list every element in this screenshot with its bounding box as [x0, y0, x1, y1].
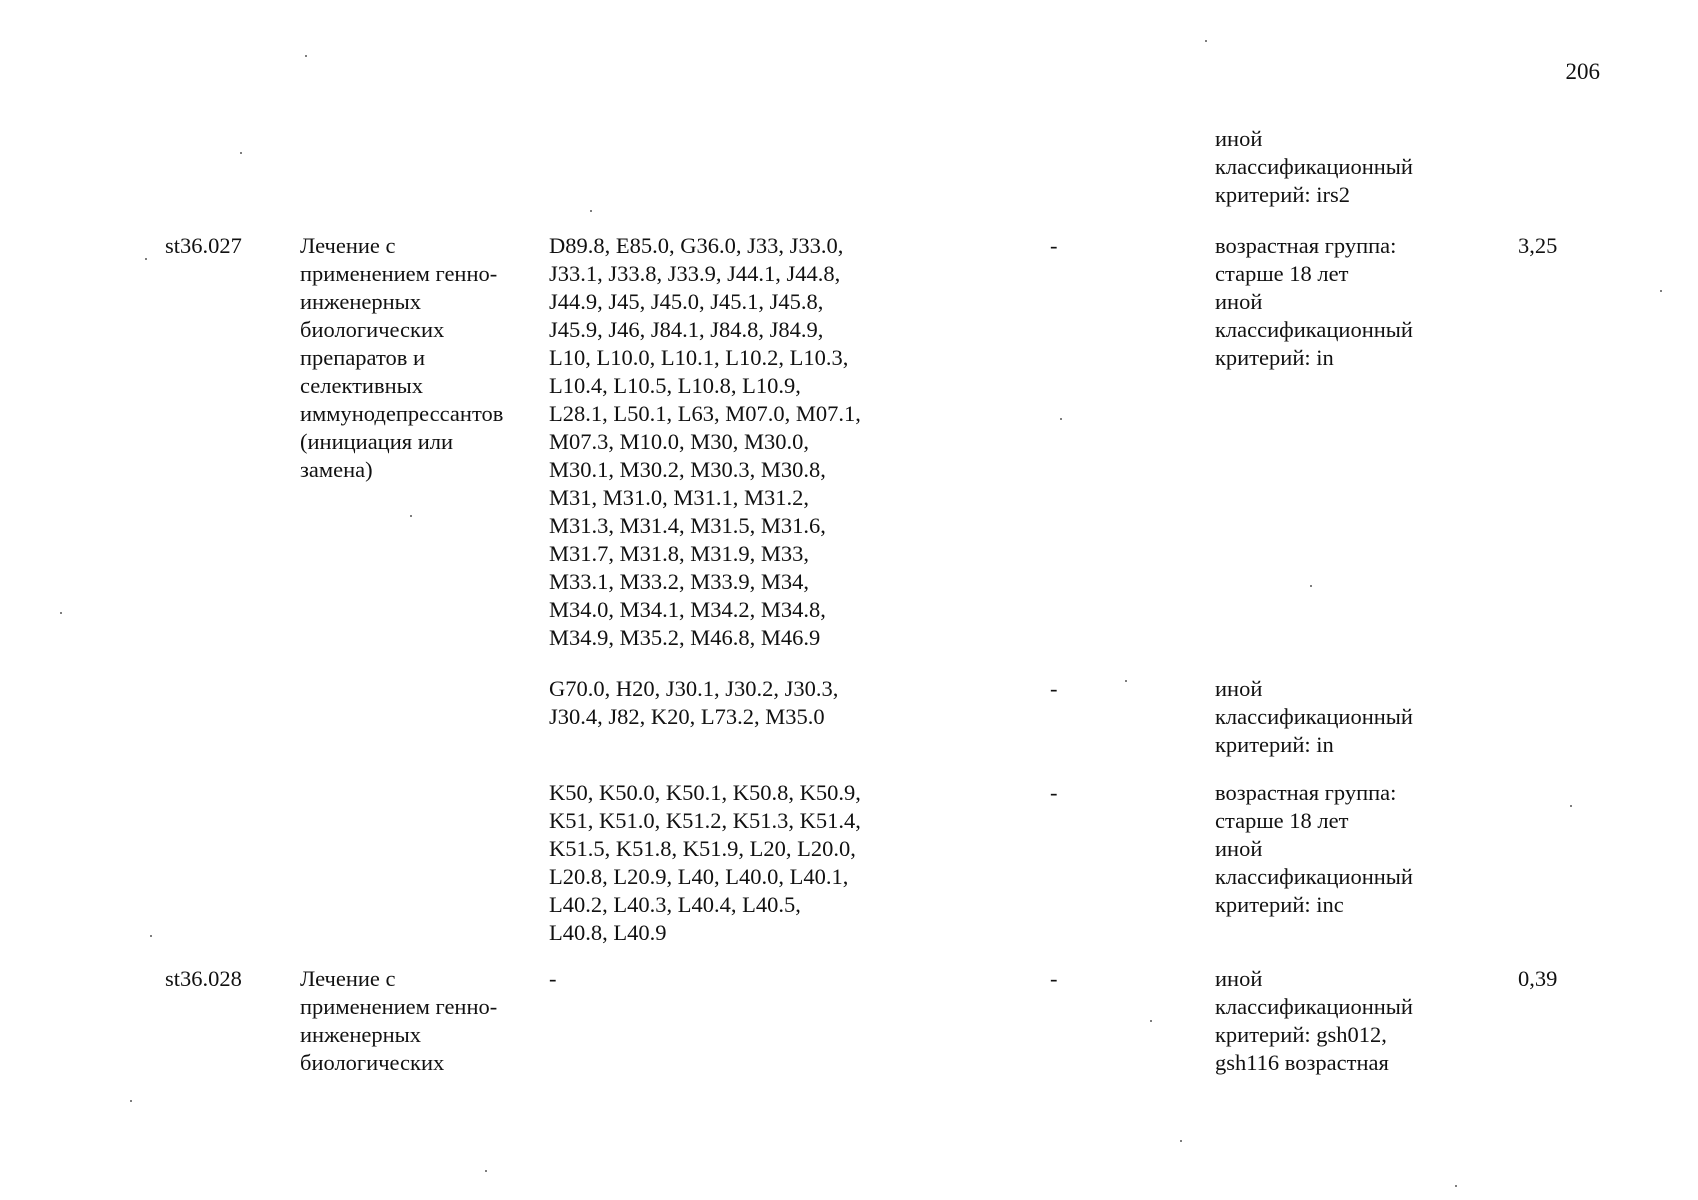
mkb-codes-cell: K50, K50.0, K50.1, K50.8, K50.9, K51, K51.0, K51.2, K51.3, K51.4, K51.5, K51.8, K51.9, L20, L20.0, L20.8, L20.9, L40, L40.0, L40.1, L40.2, L40.3, L40.4, L40.5, L40.8, L40.9: [549, 780, 861, 945]
scan-speck: [130, 1100, 132, 1102]
scan-speck: [1310, 585, 1312, 587]
scan-speck: [240, 152, 242, 154]
criteria-cell: возрастная группа: старше 18 лет иной классификационный критерий: inc: [1215, 780, 1413, 917]
scan-speck: [1455, 1185, 1457, 1187]
dash-cell: -: [1050, 966, 1058, 991]
criteria-cell: иной классификационный критерий: in: [1215, 676, 1413, 757]
mkb-codes-cell: -: [549, 966, 557, 991]
scan-speck: [150, 935, 152, 937]
scan-speck: [145, 258, 147, 260]
scan-speck: [1150, 1020, 1152, 1022]
name-cell: Лечение с применением генно- инженерных биологических препаратов и селективных иммунодепрессантов (инициация или замена): [300, 233, 504, 482]
dash-cell: -: [1050, 233, 1058, 258]
scan-speck: [1660, 290, 1662, 292]
scan-speck: [410, 515, 412, 517]
scan-speck: [590, 210, 592, 212]
scan-speck: [1180, 1140, 1182, 1142]
dash-cell: -: [1050, 780, 1058, 805]
scan-speck: [60, 612, 62, 614]
dash-cell: -: [1050, 676, 1058, 701]
criteria-cell: иной классификационный критерий: irs2: [1215, 126, 1413, 207]
criteria-cell: возрастная группа: старше 18 лет иной классификационный критерий: in: [1215, 233, 1413, 370]
mkb-codes-cell: G70.0, H20, J30.1, J30.2, J30.3, J30.4, J82, K20, L73.2, M35.0: [549, 676, 839, 729]
coefficient-cell: 3,25: [1518, 233, 1558, 258]
mkb-codes-cell: D89.8, E85.0, G36.0, J33, J33.0, J33.1, J33.8, J33.9, J44.1, J44.8, J44.9, J45, J45.0, J45.1, J45.8, J45.9, J46, J84.1, J84.8, J84.9, L10, L10.0, L10.1, L10.2, L10.3, L10.4, L10.5, L10.8, L10.9, L28.1, L50.1, L63, M07.0, M07.1, M07.3, M10.0, M30, M30.0, M30.1, M30.2, M30.3, M30.8, M31, M31.0, M31.1, M31.2, M31.3, M31.4, M31.5, M31.6, M31.7, M31.8, M31.9, M33, M33.1, M33.2, M33.9, M34, M34.0, M34.1, M34.2, M34.8, M34.9, M35.2, M46.8, M46.9: [549, 233, 861, 650]
coefficient-cell: 0,39: [1518, 966, 1558, 991]
scan-speck: [1205, 40, 1207, 42]
page-number: 206: [1565, 59, 1600, 84]
scan-speck: [1060, 418, 1062, 420]
scan-speck: [1570, 805, 1572, 807]
code-cell: st36.027: [165, 233, 242, 258]
criteria-cell: иной классификационный критерий: gsh012, gsh116 возрастная: [1215, 966, 1413, 1075]
code-cell: st36.028: [165, 966, 242, 991]
scan-speck: [305, 55, 307, 57]
scan-speck: [485, 1170, 487, 1172]
name-cell: Лечение с применением генно- инженерных биологических: [300, 966, 498, 1075]
scan-speck: [1125, 680, 1127, 682]
